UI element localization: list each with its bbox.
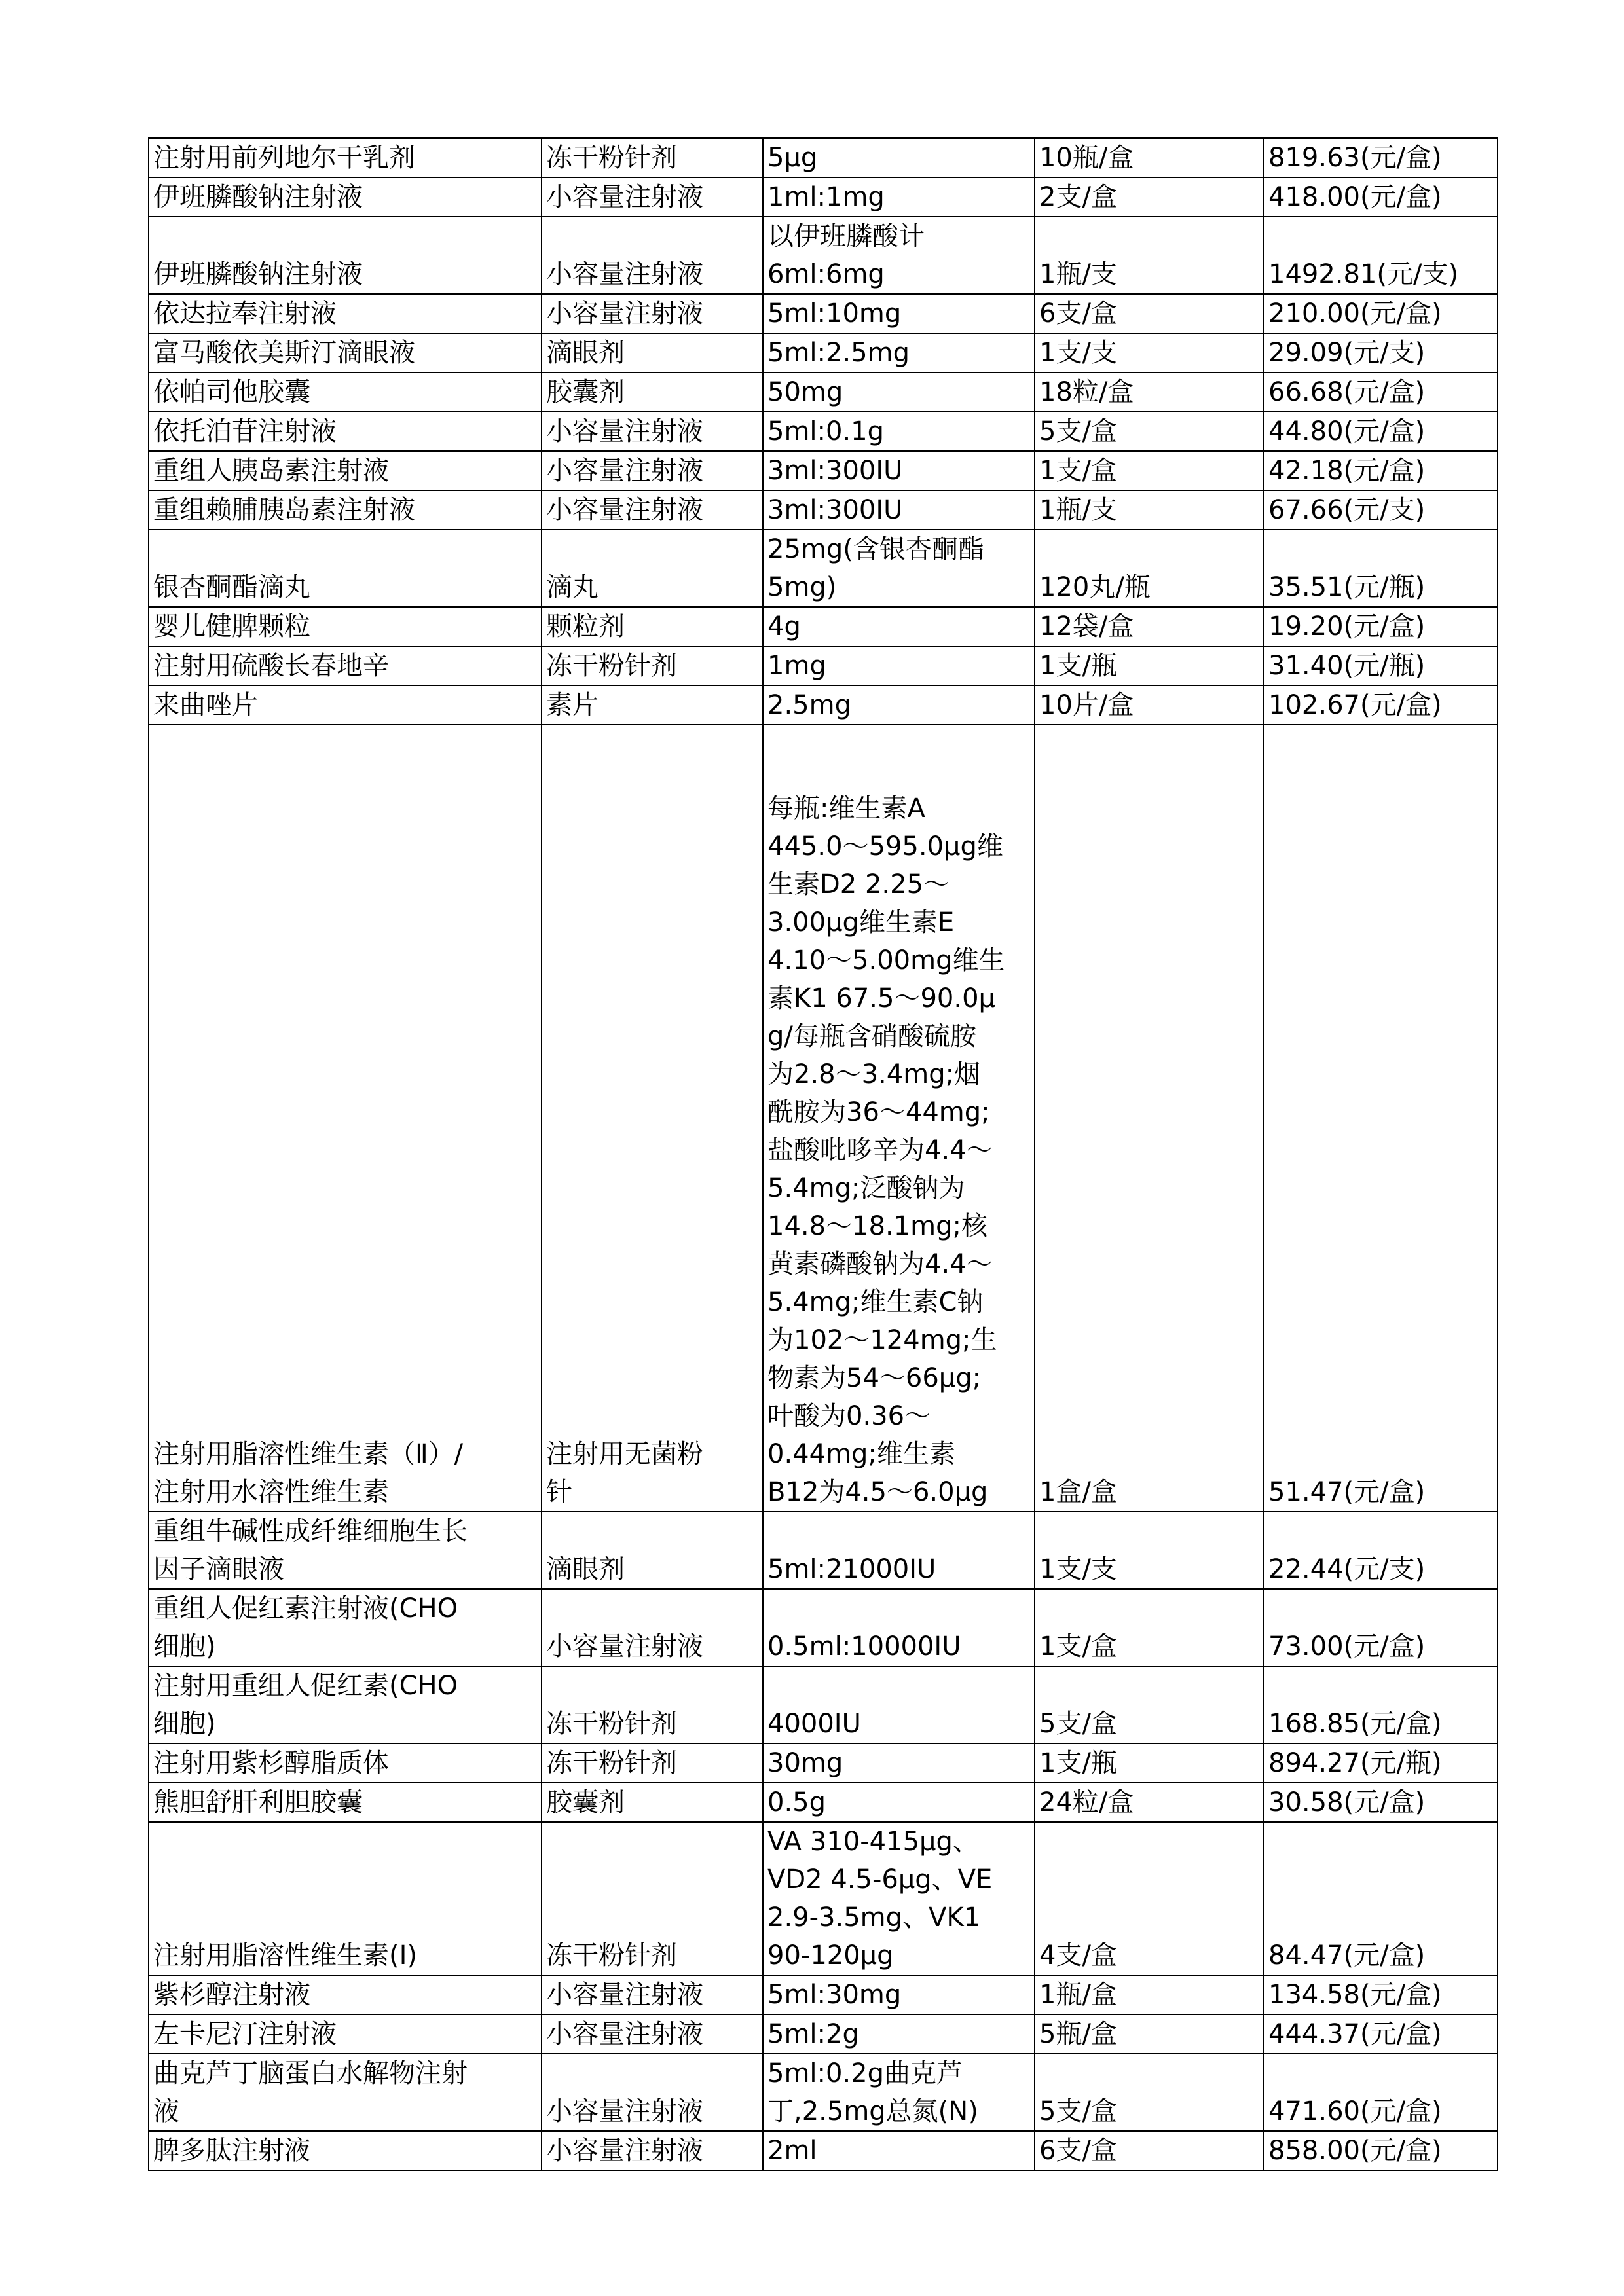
dosage-form-cell: 注射用无菌粉 针 — [542, 725, 763, 1512]
dosage-form-cell: 小容量注射液 — [542, 2054, 763, 2131]
price-cell: 51.47(元/盒) — [1264, 725, 1498, 1512]
table-row — [149, 1666, 1498, 1743]
specification-cell: 以伊班膦酸计 6ml:6mg — [763, 217, 1035, 294]
specification-cell: 每瓶:维生素A 445.0～595.0μg维 生素D2 2.25～ 3.00μg维生素E 4.10～5.00mg维生 素K1 67.5～90.0μ g/每瓶含硝酸硫胺 为2.8～3.4mg;烟 酰胺为36～44mg; 盐酸吡哆辛为4.4～ 5.4mg;泛酸钠为 14.8～18.1mg;核 黄素磷酸钠为4.4～ 5.4mg;维生素C钠 为102～124mg;生 物素为54～66μg; 叶酸为0.36～ 0.44mg;维生素 B12为4.5～6.0μg — [763, 725, 1035, 1512]
table-row — [149, 530, 1498, 607]
specification-cell: 1mg — [763, 646, 1035, 685]
package-cell: 1瓶/支 — [1035, 217, 1264, 294]
package-cell: 10瓶/盒 — [1035, 138, 1264, 177]
dosage-form-cell: 小容量注射液 — [542, 2131, 763, 2170]
dosage-form-cell: 胶囊剂 — [542, 1783, 763, 1822]
dosage-form-cell: 滴眼剂 — [542, 333, 763, 373]
table-row — [149, 412, 1498, 451]
table-row — [149, 1975, 1498, 2014]
package-cell: 24粒/盒 — [1035, 1783, 1264, 1822]
table-row — [149, 373, 1498, 412]
dosage-form-cell: 冻干粉针剂 — [542, 1743, 763, 1783]
table-row — [149, 1589, 1498, 1666]
drug-name-cell: 婴儿健脾颗粒 — [149, 607, 542, 646]
dosage-form-cell: 冻干粉针剂 — [542, 138, 763, 177]
drug-price-table — [148, 137, 1498, 2171]
drug-name-cell: 依帕司他胶囊 — [149, 373, 542, 412]
table-row — [149, 217, 1498, 294]
drug-name-cell: 银杏酮酯滴丸 — [149, 530, 542, 607]
drug-name-cell: 紫杉醇注射液 — [149, 1975, 542, 2014]
drug-name-cell: 熊胆舒肝利胆胶囊 — [149, 1783, 542, 1822]
package-cell: 4支/盒 — [1035, 1822, 1264, 1975]
price-cell: 66.68(元/盒) — [1264, 373, 1498, 412]
package-cell: 1支/支 — [1035, 1512, 1264, 1589]
specification-cell: 5ml:30mg — [763, 1975, 1035, 2014]
drug-name-cell: 注射用硫酸长春地辛 — [149, 646, 542, 685]
dosage-form-cell: 小容量注射液 — [542, 490, 763, 530]
specification-cell: 3ml:300IU — [763, 451, 1035, 490]
package-cell: 1瓶/盒 — [1035, 1975, 1264, 2014]
specification-cell: VA 310-415μg、 VD2 4.5-6μg、VE 2.9-3.5mg、VK1 90-120μg — [763, 1822, 1035, 1975]
dosage-form-cell: 冻干粉针剂 — [542, 1822, 763, 1975]
dosage-form-cell: 小容量注射液 — [542, 177, 763, 217]
specification-cell: 5μg — [763, 138, 1035, 177]
drug-name-cell: 重组人胰岛素注射液 — [149, 451, 542, 490]
price-cell: 134.58(元/盒) — [1264, 1975, 1498, 2014]
price-cell: 31.40(元/瓶) — [1264, 646, 1498, 685]
drug-name-cell: 来曲唑片 — [149, 685, 542, 725]
package-cell: 1支/盒 — [1035, 1589, 1264, 1666]
price-cell: 418.00(元/盒) — [1264, 177, 1498, 217]
table-row — [149, 294, 1498, 333]
specification-cell: 0.5ml:10000IU — [763, 1589, 1035, 1666]
specification-cell: 50mg — [763, 373, 1035, 412]
package-cell: 1支/支 — [1035, 333, 1264, 373]
table-body — [149, 138, 1498, 2170]
drug-name-cell: 注射用重组人促红素(CHO 细胞) — [149, 1666, 542, 1743]
price-cell: 30.58(元/盒) — [1264, 1783, 1498, 1822]
price-cell: 29.09(元/支) — [1264, 333, 1498, 373]
specification-cell: 3ml:300IU — [763, 490, 1035, 530]
package-cell: 12袋/盒 — [1035, 607, 1264, 646]
table-row — [149, 1512, 1498, 1589]
specification-cell: 5ml:21000IU — [763, 1512, 1035, 1589]
price-cell: 1492.81(元/支) — [1264, 217, 1498, 294]
dosage-form-cell: 小容量注射液 — [542, 412, 763, 451]
dosage-form-cell: 胶囊剂 — [542, 373, 763, 412]
specification-cell: 5ml:10mg — [763, 294, 1035, 333]
dosage-form-cell: 小容量注射液 — [542, 451, 763, 490]
package-cell: 1支/瓶 — [1035, 646, 1264, 685]
dosage-form-cell: 小容量注射液 — [542, 1589, 763, 1666]
specification-cell: 5ml:0.2g曲克芦 丁,2.5mg总氮(N) — [763, 2054, 1035, 2131]
package-cell: 10片/盒 — [1035, 685, 1264, 725]
price-cell: 894.27(元/瓶) — [1264, 1743, 1498, 1783]
price-cell: 858.00(元/盒) — [1264, 2131, 1498, 2170]
price-cell: 67.66(元/支) — [1264, 490, 1498, 530]
drug-name-cell: 依达拉奉注射液 — [149, 294, 542, 333]
dosage-form-cell: 小容量注射液 — [542, 294, 763, 333]
dosage-form-cell: 冻干粉针剂 — [542, 1666, 763, 1743]
package-cell: 5支/盒 — [1035, 412, 1264, 451]
price-cell: 44.80(元/盒) — [1264, 412, 1498, 451]
table-row — [149, 138, 1498, 177]
specification-cell: 5ml:2.5mg — [763, 333, 1035, 373]
package-cell: 5瓶/盒 — [1035, 2014, 1264, 2054]
dosage-form-cell: 颗粒剂 — [542, 607, 763, 646]
drug-name-cell: 注射用脂溶性维生素（Ⅱ）/ 注射用水溶性维生素 — [149, 725, 542, 1512]
table-row — [149, 685, 1498, 725]
drug-name-cell: 重组人促红素注射液(CHO 细胞) — [149, 1589, 542, 1666]
drug-name-cell: 依托泊苷注射液 — [149, 412, 542, 451]
table-row — [149, 607, 1498, 646]
price-cell: 210.00(元/盒) — [1264, 294, 1498, 333]
dosage-form-cell: 滴丸 — [542, 530, 763, 607]
table-row — [149, 2131, 1498, 2170]
dosage-form-cell: 小容量注射液 — [542, 217, 763, 294]
price-cell: 84.47(元/盒) — [1264, 1822, 1498, 1975]
drug-name-cell: 左卡尼汀注射液 — [149, 2014, 542, 2054]
price-cell: 471.60(元/盒) — [1264, 2054, 1498, 2131]
price-cell: 444.37(元/盒) — [1264, 2014, 1498, 2054]
price-cell: 168.85(元/盒) — [1264, 1666, 1498, 1743]
drug-name-cell: 注射用紫杉醇脂质体 — [149, 1743, 542, 1783]
specification-cell: 5ml:0.1g — [763, 412, 1035, 451]
specification-cell: 2ml — [763, 2131, 1035, 2170]
dosage-form-cell: 小容量注射液 — [542, 2014, 763, 2054]
price-cell: 819.63(元/盒) — [1264, 138, 1498, 177]
package-cell: 1支/盒 — [1035, 451, 1264, 490]
table-row — [149, 1783, 1498, 1822]
package-cell: 1盒/盒 — [1035, 725, 1264, 1512]
price-cell: 102.67(元/盒) — [1264, 685, 1498, 725]
table-row — [149, 2014, 1498, 2054]
drug-name-cell: 曲克芦丁脑蛋白水解物注射 液 — [149, 2054, 542, 2131]
drug-name-cell: 脾多肽注射液 — [149, 2131, 542, 2170]
table-row — [149, 333, 1498, 373]
price-cell: 19.20(元/盒) — [1264, 607, 1498, 646]
specification-cell: 4000IU — [763, 1666, 1035, 1743]
specification-cell: 25mg(含银杏酮酯 5mg) — [763, 530, 1035, 607]
package-cell: 1支/瓶 — [1035, 1743, 1264, 1783]
package-cell: 6支/盒 — [1035, 2131, 1264, 2170]
dosage-form-cell: 滴眼剂 — [542, 1512, 763, 1589]
drug-name-cell: 注射用脂溶性维生素(Ⅰ) — [149, 1822, 542, 1975]
drug-name-cell: 重组牛碱性成纤维细胞生长 因子滴眼液 — [149, 1512, 542, 1589]
specification-cell: 30mg — [763, 1743, 1035, 1783]
table-row — [149, 490, 1498, 530]
table-row — [149, 177, 1498, 217]
package-cell: 1瓶/支 — [1035, 490, 1264, 530]
package-cell: 5支/盒 — [1035, 2054, 1264, 2131]
price-cell: 22.44(元/支) — [1264, 1512, 1498, 1589]
package-cell: 2支/盒 — [1035, 177, 1264, 217]
drug-name-cell: 注射用前列地尔干乳剂 — [149, 138, 542, 177]
specification-cell: 1ml:1mg — [763, 177, 1035, 217]
dosage-form-cell: 素片 — [542, 685, 763, 725]
table-row — [149, 2054, 1498, 2131]
specification-cell: 0.5g — [763, 1783, 1035, 1822]
drug-name-cell: 重组赖脯胰岛素注射液 — [149, 490, 542, 530]
table-row — [149, 725, 1498, 1512]
package-cell: 120丸/瓶 — [1035, 530, 1264, 607]
price-cell: 42.18(元/盒) — [1264, 451, 1498, 490]
drug-name-cell: 富马酸依美斯汀滴眼液 — [149, 333, 542, 373]
package-cell: 6支/盒 — [1035, 294, 1264, 333]
specification-cell: 2.5mg — [763, 685, 1035, 725]
drug-name-cell: 伊班膦酸钠注射液 — [149, 177, 542, 217]
table-row — [149, 1822, 1498, 1975]
price-cell: 73.00(元/盒) — [1264, 1589, 1498, 1666]
package-cell: 5支/盒 — [1035, 1666, 1264, 1743]
drug-name-cell: 伊班膦酸钠注射液 — [149, 217, 542, 294]
table-row — [149, 646, 1498, 685]
package-cell: 18粒/盒 — [1035, 373, 1264, 412]
table-row — [149, 1743, 1498, 1783]
specification-cell: 5ml:2g — [763, 2014, 1035, 2054]
specification-cell: 4g — [763, 607, 1035, 646]
price-cell: 35.51(元/瓶) — [1264, 530, 1498, 607]
dosage-form-cell: 冻干粉针剂 — [542, 646, 763, 685]
dosage-form-cell: 小容量注射液 — [542, 1975, 763, 2014]
table-row — [149, 451, 1498, 490]
